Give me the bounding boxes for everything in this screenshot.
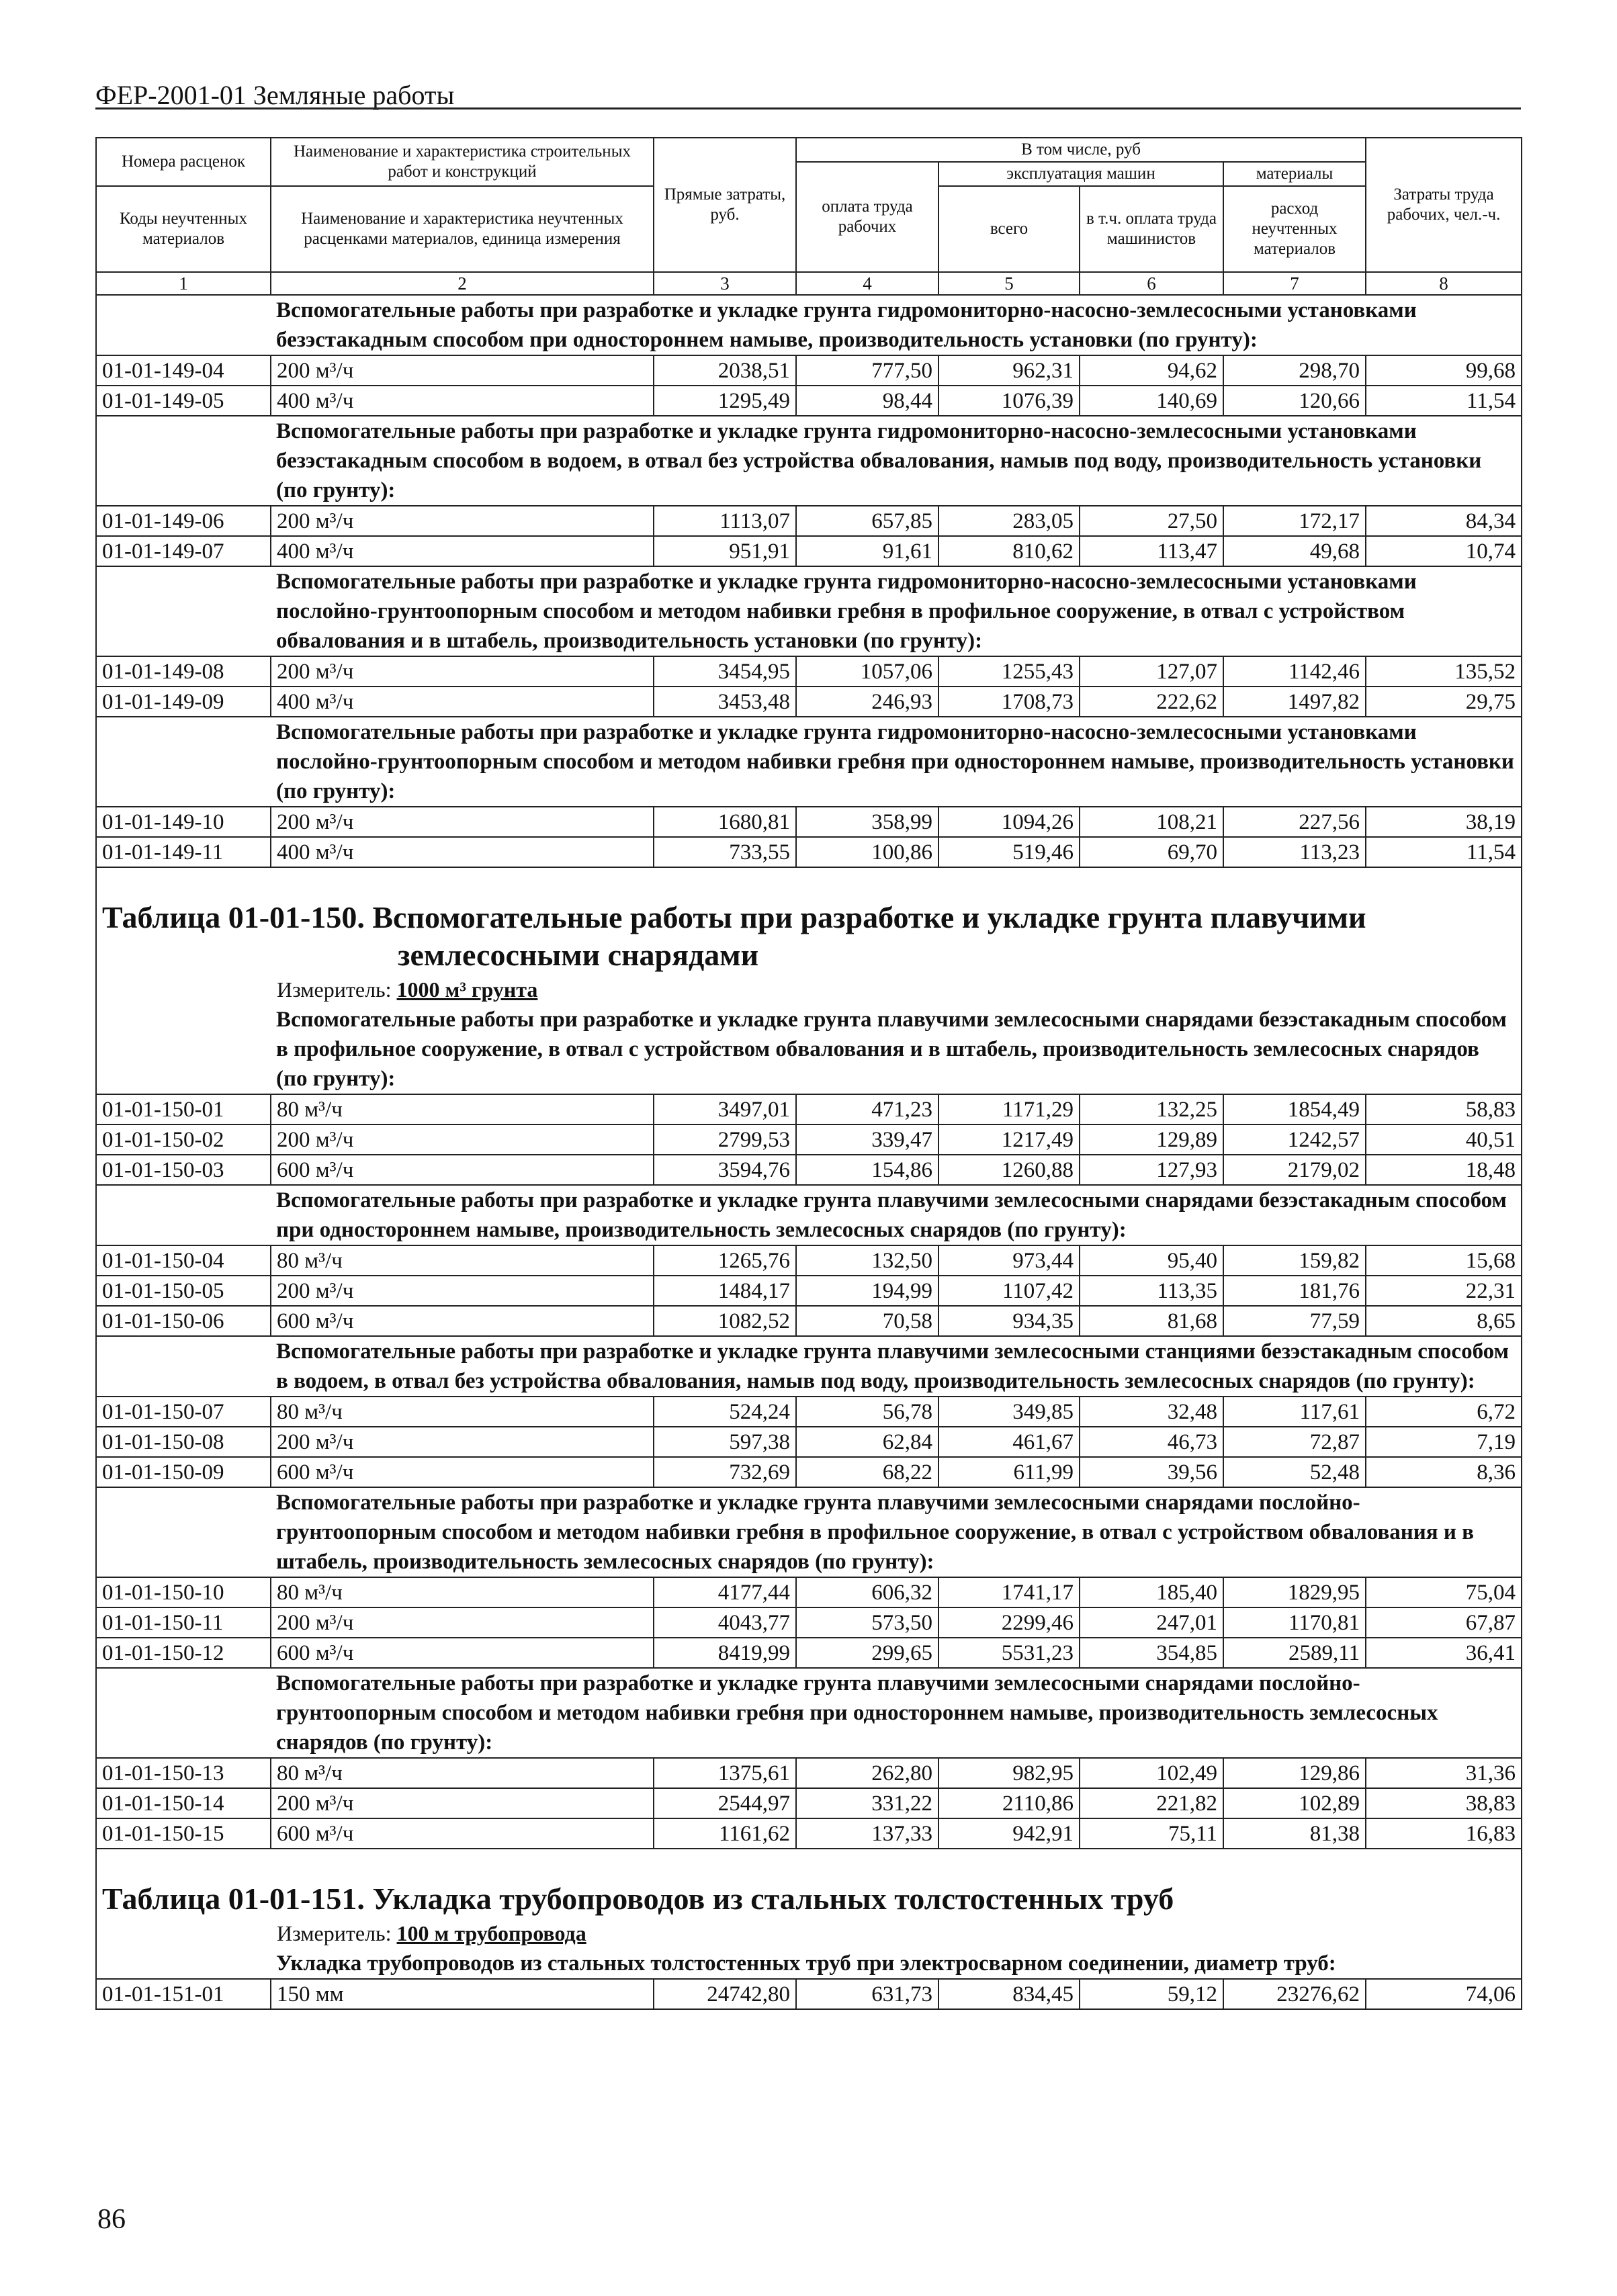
header-rule <box>95 107 1521 109</box>
section-title: Вспомогательные работы при разработке и укладке грунта гидромониторно-насосно-землесосными установками послойно-грунтоопорным способом и методом набивки гребня в профильное сооружение, в отвал с устройством обвалования и в штабель, производительность установки (по грунту): <box>271 566 1522 656</box>
section-header-row <box>96 1336 1522 1397</box>
machinists-wages-value: 32,48 <box>1080 1397 1223 1427</box>
machines-total-value: 611,99 <box>938 1457 1080 1487</box>
section-header-row <box>96 1005 1522 1094</box>
direct-costs-value: 1484,17 <box>654 1276 796 1306</box>
table-title-row <box>96 1880 1522 1918</box>
machines-total-value: 461,67 <box>938 1427 1080 1457</box>
direct-costs-value: 8419,99 <box>654 1638 796 1668</box>
direct-costs-value: 733,55 <box>654 837 796 867</box>
direct-costs-value: 1113,07 <box>654 506 796 536</box>
col-header-materials-name: Наименование и характеристика неучтенных расценками материалов, единица измерения <box>271 186 654 272</box>
rate-code: 01-01-150-14 <box>96 1788 271 1818</box>
rate-name: 400 м³/ч <box>271 687 654 717</box>
materials-use-value: 77,59 <box>1223 1306 1366 1336</box>
machines-total-value: 283,05 <box>938 506 1080 536</box>
wages-value: 56,78 <box>796 1397 938 1427</box>
measure-value: 1000 м³ грунта <box>396 977 538 1002</box>
machines-total-value: 1094,26 <box>938 807 1080 837</box>
wages-value: 194,99 <box>796 1276 938 1306</box>
machinists-wages-value: 129,89 <box>1080 1124 1223 1155</box>
direct-costs-value: 1375,61 <box>654 1758 796 1788</box>
table-row <box>96 687 1522 717</box>
materials-use-value: 117,61 <box>1223 1397 1366 1427</box>
labor-hours-value: 7,19 <box>1366 1427 1522 1457</box>
rate-code: 01-01-149-04 <box>96 355 271 386</box>
section-title: Вспомогательные работы при разработке и укладке грунта плавучими землесосными снарядами безэстакадным способом в профильное сооружение, в отвал с устройством обвалования и в штабель, производительность землесосных снарядов (по грунту): <box>271 1005 1522 1094</box>
rate-name: 80 м³/ч <box>271 1758 654 1788</box>
table-row <box>96 1397 1522 1427</box>
section-title: Вспомогательные работы при разработке и укладке грунта гидромониторно-насосно-землесосными установками послойно-грунтоопорным способом и методом набивки гребня при одностороннем намыве, производительность установки (по грунту): <box>271 717 1522 807</box>
machinists-wages-value: 140,69 <box>1080 386 1223 416</box>
machinists-wages-value: 127,93 <box>1080 1155 1223 1185</box>
wages-value: 246,93 <box>796 687 938 717</box>
table-row <box>96 386 1522 416</box>
rate-code: 01-01-149-09 <box>96 687 271 717</box>
wages-value: 262,80 <box>796 1758 938 1788</box>
rate-code: 01-01-150-07 <box>96 1397 271 1427</box>
section-title: Вспомогательные работы при разработке и укладке грунта плавучими землесосными снарядами послойно-грунтоопорным способом и методом набивки гребня при одностороннем намыве, производительность землесосных снарядов (по грунту): <box>271 1668 1522 1758</box>
direct-costs-value: 3594,76 <box>654 1155 796 1185</box>
wages-value: 100,86 <box>796 837 938 867</box>
rate-name: 200 м³/ч <box>271 1607 654 1638</box>
wages-value: 358,99 <box>796 807 938 837</box>
rates-table <box>95 137 1522 2010</box>
machines-total-value: 1255,43 <box>938 656 1080 687</box>
table-row <box>96 1245 1522 1276</box>
direct-costs-value: 3454,95 <box>654 656 796 687</box>
direct-costs-value: 24742,80 <box>654 1979 796 2009</box>
wages-value: 132,50 <box>796 1245 938 1276</box>
materials-use-value: 1242,57 <box>1223 1124 1366 1155</box>
machines-total-value: 810,62 <box>938 536 1080 566</box>
wages-value: 62,84 <box>796 1427 938 1457</box>
machinists-wages-value: 132,25 <box>1080 1094 1223 1124</box>
machines-total-value: 5531,23 <box>938 1638 1080 1668</box>
machines-total-value: 834,45 <box>938 1979 1080 2009</box>
rate-name: 600 м³/ч <box>271 1457 654 1487</box>
rate-code: 01-01-149-07 <box>96 536 271 566</box>
machines-total-value: 1741,17 <box>938 1577 1080 1607</box>
machinists-wages-value: 247,01 <box>1080 1607 1223 1638</box>
labor-hours-value: 75,04 <box>1366 1577 1522 1607</box>
rate-code: 01-01-150-12 <box>96 1638 271 1668</box>
wages-value: 70,58 <box>796 1306 938 1336</box>
table-row <box>96 1306 1522 1336</box>
machinists-wages-value: 39,56 <box>1080 1457 1223 1487</box>
rate-code: 01-01-149-11 <box>96 837 271 867</box>
direct-costs-value: 732,69 <box>654 1457 796 1487</box>
table-row <box>96 1788 1522 1818</box>
measure-label: Измеритель: <box>277 1920 392 1945</box>
machines-total-value: 1217,49 <box>938 1124 1080 1155</box>
labor-hours-value: 38,19 <box>1366 807 1522 837</box>
rate-code: 01-01-150-10 <box>96 1577 271 1607</box>
machines-total-value: 962,31 <box>938 355 1080 386</box>
materials-use-value: 298,70 <box>1223 355 1366 386</box>
machinists-wages-value: 108,21 <box>1080 807 1223 837</box>
machines-total-value: 1708,73 <box>938 687 1080 717</box>
labor-hours-value: 58,83 <box>1366 1094 1522 1124</box>
machines-total-value: 973,44 <box>938 1245 1080 1276</box>
rate-code: 01-01-150-05 <box>96 1276 271 1306</box>
machines-total-value: 2299,46 <box>938 1607 1080 1638</box>
section-title: Вспомогательные работы при разработке и укладке грунта гидромониторно-насосно-землесосными установками безэстакадным способом в водоем, в отвал без устройства обвалования, намыв под воду, производительность установки (по грунту): <box>271 416 1522 506</box>
section-title: Укладка трубопроводов из стальных толстостенных труб при электросварном соединении, диаметр труб: <box>271 1949 1522 1979</box>
rate-name: 600 м³/ч <box>271 1818 654 1849</box>
labor-hours-value: 31,36 <box>1366 1758 1522 1788</box>
labor-hours-value: 8,65 <box>1366 1306 1522 1336</box>
labor-hours-value: 29,75 <box>1366 687 1522 717</box>
labor-hours-value: 67,87 <box>1366 1607 1522 1638</box>
direct-costs-value: 4177,44 <box>654 1577 796 1607</box>
machinists-wages-value: 94,62 <box>1080 355 1223 386</box>
rate-code: 01-01-150-06 <box>96 1306 271 1336</box>
direct-costs-value: 597,38 <box>654 1427 796 1457</box>
machinists-wages-value: 95,40 <box>1080 1245 1223 1276</box>
table-row <box>96 1577 1522 1607</box>
direct-costs-value: 1295,49 <box>654 386 796 416</box>
wages-value: 154,86 <box>796 1155 938 1185</box>
wages-value: 68,22 <box>796 1457 938 1487</box>
column-number: 1 <box>96 272 271 295</box>
labor-hours-value: 8,36 <box>1366 1457 1522 1487</box>
materials-use-value: 49,68 <box>1223 536 1366 566</box>
rate-code: 01-01-151-01 <box>96 1979 271 2009</box>
machines-total-value: 1076,39 <box>938 386 1080 416</box>
section-code-cell <box>96 1005 271 1094</box>
section-header-row <box>96 1487 1522 1577</box>
column-number: 8 <box>1366 272 1522 295</box>
rate-name: 200 м³/ч <box>271 656 654 687</box>
measure-label: Измеритель: <box>277 977 392 1002</box>
rate-code: 01-01-149-10 <box>96 807 271 837</box>
col-header-name: Наименование и характеристика строительных работ и конструкций <box>271 138 654 186</box>
table-row <box>96 1276 1522 1306</box>
section-header-row <box>96 717 1522 807</box>
table-row <box>96 1427 1522 1457</box>
rate-code: 01-01-149-08 <box>96 656 271 687</box>
spacer-row <box>96 867 1522 899</box>
machinists-wages-value: 75,11 <box>1080 1818 1223 1849</box>
section-code-cell <box>96 1185 271 1245</box>
labor-hours-value: 6,72 <box>1366 1397 1522 1427</box>
page-header: ФЕР-2001-01 Земляные работы <box>95 80 455 110</box>
direct-costs-value: 2038,51 <box>654 355 796 386</box>
labor-hours-value: 40,51 <box>1366 1124 1522 1155</box>
wages-value: 657,85 <box>796 506 938 536</box>
labor-hours-value: 74,06 <box>1366 1979 1522 2009</box>
machines-total-value: 2110,86 <box>938 1788 1080 1818</box>
machines-total-value: 934,35 <box>938 1306 1080 1336</box>
rate-name: 80 м³/ч <box>271 1397 654 1427</box>
machinists-wages-value: 185,40 <box>1080 1577 1223 1607</box>
materials-use-value: 1170,81 <box>1223 1607 1366 1638</box>
labor-hours-value: 36,41 <box>1366 1638 1522 1668</box>
materials-use-value: 172,17 <box>1223 506 1366 536</box>
direct-costs-value: 1265,76 <box>654 1245 796 1276</box>
labor-hours-value: 99,68 <box>1366 355 1522 386</box>
rate-name: 80 м³/ч <box>271 1245 654 1276</box>
machinists-wages-value: 127,07 <box>1080 656 1223 687</box>
page-number: 86 <box>97 2204 126 2235</box>
section-code-cell <box>96 1668 271 1758</box>
wages-value: 331,22 <box>796 1788 938 1818</box>
section-title: Вспомогательные работы при разработке и укладке грунта плавучими землесосными снарядами послойно-грунтоопорным способом и методом набивки гребня в профильное сооружение, в отвал с устройством обвалования и в штабель, производительность землесосных снарядов (по грунту): <box>271 1487 1522 1577</box>
labor-hours-value: 22,31 <box>1366 1276 1522 1306</box>
section-header-row <box>96 416 1522 506</box>
rate-name: 600 м³/ч <box>271 1306 654 1336</box>
wages-value: 299,65 <box>796 1638 938 1668</box>
machinists-wages-value: 81,68 <box>1080 1306 1223 1336</box>
machinists-wages-value: 113,47 <box>1080 536 1223 566</box>
rate-name: 200 м³/ч <box>271 807 654 837</box>
labor-hours-value: 10,74 <box>1366 536 1522 566</box>
direct-costs-value: 4043,77 <box>654 1607 796 1638</box>
section-code-cell <box>96 1487 271 1577</box>
table-title: Таблица 01-01-150. Вспомогательные работы при разработке и укладке грунта плавучими <box>102 900 1366 934</box>
machinists-wages-value: 354,85 <box>1080 1638 1223 1668</box>
direct-costs-value: 2544,97 <box>654 1788 796 1818</box>
section-title: Вспомогательные работы при разработке и укладке грунта плавучими землесосными снарядами безэстакадным способом при одностороннем намыве, производительность землесосных снарядов (по грунту): <box>271 1185 1522 1245</box>
machinists-wages-value: 27,50 <box>1080 506 1223 536</box>
table-row <box>96 1638 1522 1668</box>
direct-costs-value: 951,91 <box>654 536 796 566</box>
machines-total-value: 349,85 <box>938 1397 1080 1427</box>
labor-hours-value: 16,83 <box>1366 1818 1522 1849</box>
direct-costs-value: 1680,81 <box>654 807 796 837</box>
rate-name: 200 м³/ч <box>271 1788 654 1818</box>
rate-name: 200 м³/ч <box>271 355 654 386</box>
table-title-row <box>96 899 1522 974</box>
rate-code: 01-01-150-04 <box>96 1245 271 1276</box>
wages-value: 573,50 <box>796 1607 938 1638</box>
section-header-row <box>96 1185 1522 1245</box>
machinists-wages-value: 46,73 <box>1080 1427 1223 1457</box>
rate-name: 80 м³/ч <box>271 1577 654 1607</box>
column-numbers-row <box>96 272 1522 295</box>
materials-use-value: 181,76 <box>1223 1276 1366 1306</box>
materials-use-value: 81,38 <box>1223 1818 1366 1849</box>
machines-total-value: 942,91 <box>938 1818 1080 1849</box>
table-row <box>96 837 1522 867</box>
machinists-wages-value: 69,70 <box>1080 837 1223 867</box>
measure-row <box>96 974 1522 1005</box>
table-row <box>96 1979 1522 2009</box>
measure-row <box>96 1918 1522 1949</box>
materials-use-value: 2179,02 <box>1223 1155 1366 1185</box>
materials-use-value: 1854,49 <box>1223 1094 1366 1124</box>
materials-use-value: 72,87 <box>1223 1427 1366 1457</box>
table-row <box>96 1758 1522 1788</box>
rate-name: 200 м³/ч <box>271 1276 654 1306</box>
table-row <box>96 1818 1522 1849</box>
column-number: 6 <box>1080 272 1223 295</box>
col-header-direct-costs: Прямые затраты, руб. <box>654 138 796 272</box>
column-number: 5 <box>938 272 1080 295</box>
labor-hours-value: 15,68 <box>1366 1245 1522 1276</box>
col-header-group-machines: эксплуатация машин <box>938 162 1223 186</box>
direct-costs-value: 3497,01 <box>654 1094 796 1124</box>
rate-code: 01-01-150-02 <box>96 1124 271 1155</box>
col-header-group-materials: материалы <box>1223 162 1366 186</box>
section-code-cell <box>96 717 271 807</box>
wages-value: 98,44 <box>796 386 938 416</box>
materials-use-value: 23276,62 <box>1223 1979 1366 2009</box>
table-row <box>96 1124 1522 1155</box>
rate-name: 600 м³/ч <box>271 1638 654 1668</box>
wages-value: 471,23 <box>796 1094 938 1124</box>
table-row <box>96 1457 1522 1487</box>
column-number: 3 <box>654 272 796 295</box>
table-row <box>96 506 1522 536</box>
col-header-wages: оплата труда рабочих <box>796 162 938 272</box>
col-header-code: Номера расценок <box>96 138 271 186</box>
col-header-materials-use: расход неучтенных материалов <box>1223 186 1366 272</box>
rate-code: 01-01-150-01 <box>96 1094 271 1124</box>
machines-total-value: 982,95 <box>938 1758 1080 1788</box>
rate-code: 01-01-150-09 <box>96 1457 271 1487</box>
rate-name: 200 м³/ч <box>271 1124 654 1155</box>
table-row <box>96 355 1522 386</box>
section-header-row <box>96 566 1522 656</box>
rate-name: 80 м³/ч <box>271 1094 654 1124</box>
rate-name: 400 м³/ч <box>271 386 654 416</box>
table-title: Таблица 01-01-151. Укладка трубопроводов из стальных толстостенных труб <box>102 1882 1174 1916</box>
direct-costs-value: 3453,48 <box>654 687 796 717</box>
table-row <box>96 1094 1522 1124</box>
rate-code: 01-01-150-11 <box>96 1607 271 1638</box>
labor-hours-value: 135,52 <box>1366 656 1522 687</box>
machines-total-value: 1260,88 <box>938 1155 1080 1185</box>
machinists-wages-value: 221,82 <box>1080 1788 1223 1818</box>
section-header-row <box>96 1668 1522 1758</box>
col-header-materials-code: Коды неучтенных материалов <box>96 186 271 272</box>
table-title-continuation: землесосными снарядами <box>398 938 759 972</box>
materials-use-value: 1497,82 <box>1223 687 1366 717</box>
materials-use-value: 113,23 <box>1223 837 1366 867</box>
direct-costs-value: 524,24 <box>654 1397 796 1427</box>
spacer-row <box>96 1849 1522 1880</box>
table-row <box>96 536 1522 566</box>
labor-hours-value: 84,34 <box>1366 506 1522 536</box>
machines-total-value: 1171,29 <box>938 1094 1080 1124</box>
direct-costs-value: 1161,62 <box>654 1818 796 1849</box>
col-header-labor-hours: Затраты труда рабочих, чел.-ч. <box>1366 138 1522 272</box>
measure-value: 100 м трубопровода <box>396 1920 586 1945</box>
section-header-row <box>96 1949 1522 1979</box>
materials-use-value: 52,48 <box>1223 1457 1366 1487</box>
table-row <box>96 1155 1522 1185</box>
wages-value: 777,50 <box>796 355 938 386</box>
labor-hours-value: 11,54 <box>1366 837 1522 867</box>
wages-value: 631,73 <box>796 1979 938 2009</box>
machinists-wages-value: 113,35 <box>1080 1276 1223 1306</box>
direct-costs-value: 1082,52 <box>654 1306 796 1336</box>
labor-hours-value: 11,54 <box>1366 386 1522 416</box>
wages-value: 1057,06 <box>796 656 938 687</box>
machinists-wages-value: 102,49 <box>1080 1758 1223 1788</box>
col-header-machines-total: всего <box>938 186 1080 272</box>
materials-use-value: 120,66 <box>1223 386 1366 416</box>
machines-total-value: 519,46 <box>938 837 1080 867</box>
rate-name: 400 м³/ч <box>271 536 654 566</box>
rate-code: 01-01-149-06 <box>96 506 271 536</box>
rate-code: 01-01-149-05 <box>96 386 271 416</box>
wages-value: 606,32 <box>796 1577 938 1607</box>
wages-value: 91,61 <box>796 536 938 566</box>
materials-use-value: 129,86 <box>1223 1758 1366 1788</box>
rate-code: 01-01-150-15 <box>96 1818 271 1849</box>
machinists-wages-value: 59,12 <box>1080 1979 1223 2009</box>
rate-code: 01-01-150-13 <box>96 1758 271 1788</box>
section-code-cell <box>96 1949 271 1979</box>
direct-costs-value: 2799,53 <box>654 1124 796 1155</box>
machines-total-value: 1107,42 <box>938 1276 1080 1306</box>
column-number: 4 <box>796 272 938 295</box>
materials-use-value: 1829,95 <box>1223 1577 1366 1607</box>
col-header-group-main: В том числе, руб <box>796 138 1366 162</box>
column-number: 2 <box>271 272 654 295</box>
labor-hours-value: 18,48 <box>1366 1155 1522 1185</box>
table-row <box>96 1607 1522 1638</box>
column-number: 7 <box>1223 272 1366 295</box>
wages-value: 137,33 <box>796 1818 938 1849</box>
table-row <box>96 656 1522 687</box>
section-title: Вспомогательные работы при разработке и укладке грунта гидромониторно-насосно-землесосными установками безэстакадным способом при одностороннем намыве, производительность установки (по грунту): <box>271 295 1522 355</box>
wages-value: 339,47 <box>796 1124 938 1155</box>
section-code-cell <box>96 416 271 506</box>
section-header-row <box>96 295 1522 355</box>
col-header-machinists-wages: в т.ч. оплата труда машинистов <box>1080 186 1223 272</box>
rate-name: 600 м³/ч <box>271 1155 654 1185</box>
rate-name: 200 м³/ч <box>271 506 654 536</box>
materials-use-value: 1142,46 <box>1223 656 1366 687</box>
rate-name: 150 мм <box>271 1979 654 2009</box>
materials-use-value: 2589,11 <box>1223 1638 1366 1668</box>
materials-use-value: 227,56 <box>1223 807 1366 837</box>
section-title: Вспомогательные работы при разработке и укладке грунта плавучими землесосными станциями безэстакадным способом в водоем, в отвал без устройства обвалования, намыв под воду, производительность землесосных снарядов (по грунту): <box>271 1336 1522 1397</box>
machinists-wages-value: 222,62 <box>1080 687 1223 717</box>
materials-use-value: 159,82 <box>1223 1245 1366 1276</box>
section-code-cell <box>96 1336 271 1397</box>
labor-hours-value: 38,83 <box>1366 1788 1522 1818</box>
section-code-cell <box>96 566 271 656</box>
rate-name: 200 м³/ч <box>271 1427 654 1457</box>
rate-name: 400 м³/ч <box>271 837 654 867</box>
table-row <box>96 807 1522 837</box>
materials-use-value: 102,89 <box>1223 1788 1366 1818</box>
section-code-cell <box>96 295 271 355</box>
rate-code: 01-01-150-03 <box>96 1155 271 1185</box>
rate-code: 01-01-150-08 <box>96 1427 271 1457</box>
